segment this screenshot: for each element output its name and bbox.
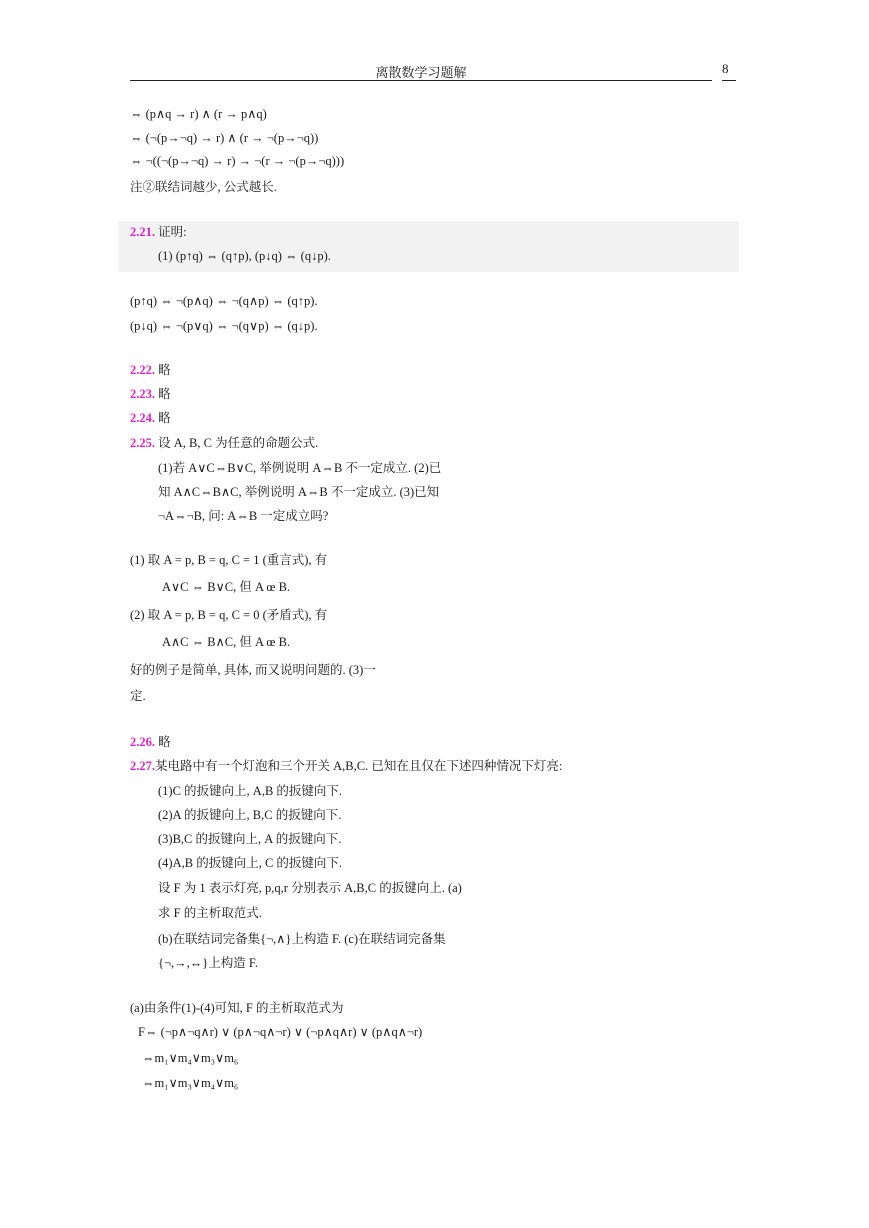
answer-line: 定. [130, 689, 146, 703]
problem-title: 某电路中有一个灯泡和三个开关 A,B,C. 已知在且仅在下述四种情况下灯亮: [155, 759, 563, 773]
answer-line: 好的例子是简单, 具体, 而又说明问题的. (3)一 [130, 663, 376, 677]
problem-title: 证明: [158, 225, 187, 239]
problem-number: 2.24. [130, 411, 155, 425]
problem-line: ¬A⇔¬B, 问: A⇔B 一定成立吗? [158, 509, 329, 523]
problem-number: 2.21. [130, 225, 155, 239]
problem-text: 略 [158, 411, 171, 425]
header-title: 离散数学习题解 [375, 65, 467, 80]
problem-number: 2.26. [130, 735, 155, 749]
problem-text: 略 [158, 363, 171, 377]
answer-line: A∨C ⇔ B∨C, 但 A œ B. [162, 580, 291, 594]
problem-number: 2.23. [130, 387, 155, 401]
answer-formula: ⇔m₁∨m₄∨m₃∨m₆ [142, 1051, 239, 1065]
answer-formula: ⇔m₁∨m₃∨m₄∨m₆ [142, 1076, 239, 1090]
problem-line: 求 F 的主析取范式. [158, 906, 262, 920]
problem-number: 2.22. [130, 363, 155, 377]
problem-line: 设 F 为 1 表示灯亮, p,q,r 分别表示 A,B,C 的扳键向上. (a) [158, 881, 462, 895]
problem-line: 知 A∧C⇔B∧C, 举例说明 A⇔B 不一定成立. (3)已知 [158, 485, 440, 499]
problem-line: (1)C 的扳键向上, A,B 的扳键向下. [158, 784, 343, 798]
problem-number: 2.25. [130, 436, 155, 450]
intro-note: 注②联结词越少, 公式越长. [130, 180, 277, 194]
answer-line: (a)由条件(1)-(4)可知, F 的主析取范式为 [130, 1001, 344, 1015]
problem-2-21-box [118, 221, 739, 272]
problem-line: {¬,→,↔}上构造 F. [158, 956, 259, 970]
problem-line: (2)A 的扳键向上, B,C 的扳键向下. [158, 808, 342, 822]
problem-text: 略 [158, 735, 171, 749]
answer-line: (2) 取 A = p, B = q, C = 0 (矛盾式), 有 [130, 608, 328, 622]
problem-2-22 [130, 360, 171, 378]
problem-2-23 [130, 384, 171, 402]
answer-line: (1) 取 A = p, B = q, C = 1 (重言式), 有 [130, 553, 328, 567]
header-rule [130, 80, 712, 81]
answer-line: A∧C ⇔ B∧C, 但 A œ B. [162, 635, 291, 649]
problem-line: (1)若 A∨C⇔B∨C, 举例说明 A⇔B 不一定成立. (2)已 [158, 461, 442, 475]
page-number: 8 [722, 61, 729, 76]
problem-line: (4)A,B 的扳键向上, C 的扳键向下. [158, 856, 343, 870]
problem-2-21-heading [130, 222, 187, 240]
problem-title: 设 A, B, C 为任意的命题公式. [158, 436, 319, 450]
problem-2-27-heading [130, 756, 562, 774]
problem-number: 2.27. [130, 759, 155, 773]
problem-text: 略 [158, 387, 171, 401]
intro-line: ⇔ (¬(p→¬q) → r) ∧ (r → ¬(p→¬q)) [130, 131, 319, 145]
problem-2-26 [130, 732, 171, 750]
problem-2-25-heading [130, 433, 318, 451]
proof-line: (p↑q) ⇔ ¬(p∧q) ⇔ ¬(q∧p) ⇔ (q↑p). [130, 294, 318, 308]
page-number-rule [722, 80, 736, 81]
answer-formula: F⇔ (¬p∧¬q∧r) ∨ (p∧¬q∧¬r) ∨ (¬p∧q∧r) ∨ (p∧q∧¬r) [138, 1025, 423, 1039]
problem-line: (3)B,C 的扳键向上, A 的扳键向下. [158, 832, 342, 846]
problem-2-21-claim: (1) (p↑q) ⇔ (q↑p), (p↓q) ⇔ (q↓p). [158, 249, 331, 263]
intro-line: ⇔ ¬((¬(p→¬q) → r) → ¬(r → ¬(p→¬q))) [130, 154, 345, 168]
problem-line: (b)在联结词完备集{¬,∧}上构造 F. (c)在联结词完备集 [158, 932, 446, 946]
proof-line: (p↓q) ⇔ ¬(p∨q) ⇔ ¬(q∨p) ⇔ (q↓p). [130, 319, 318, 333]
problem-2-24 [130, 408, 171, 426]
intro-line: ⇔ (p∧q → r) ∧ (r → p∧q) [130, 107, 267, 121]
